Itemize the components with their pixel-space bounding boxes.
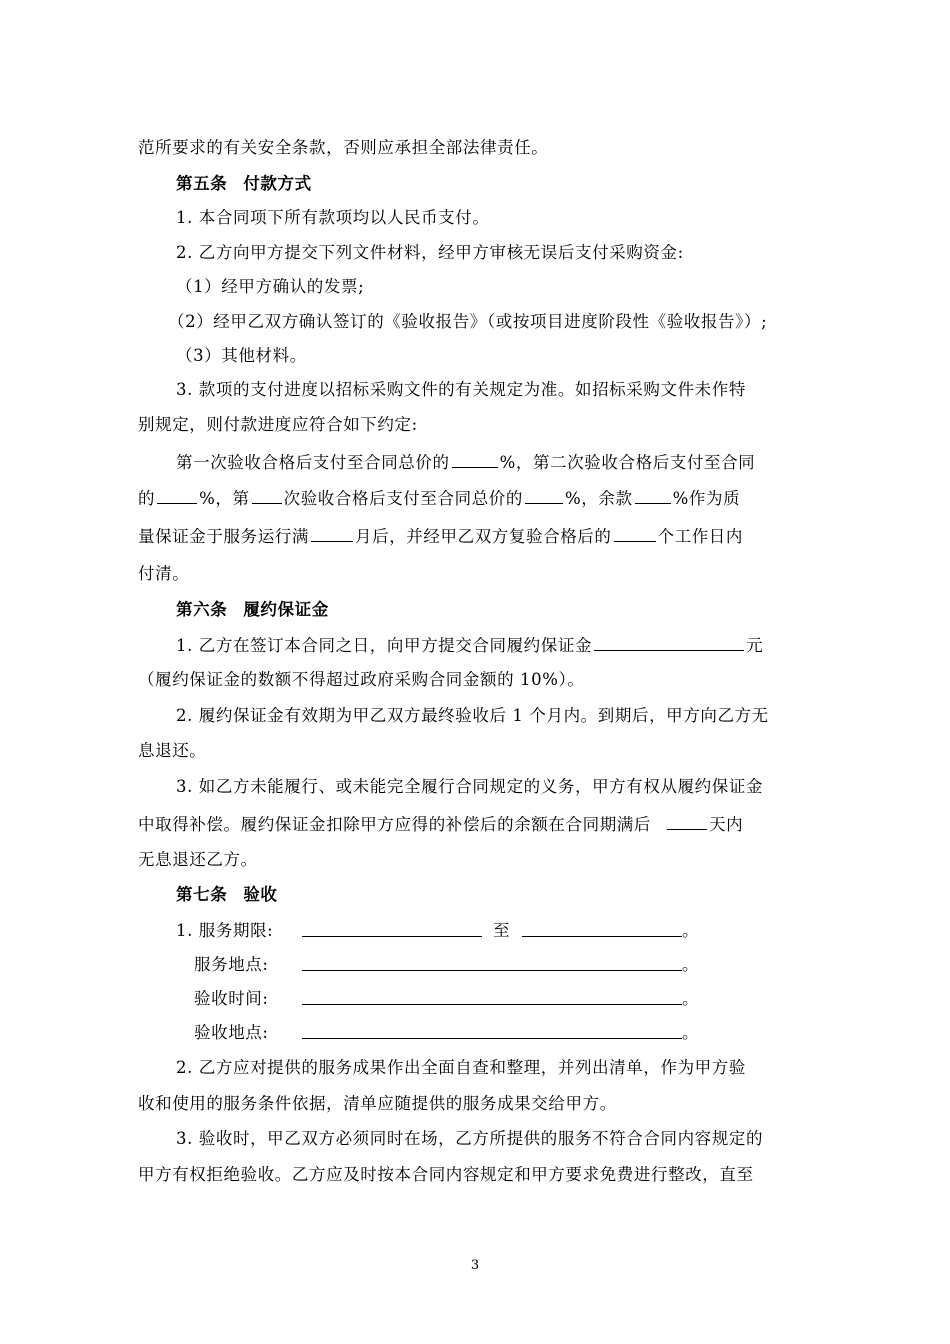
fill-blank[interactable] (635, 488, 671, 504)
text-segment: %作为质 (672, 489, 741, 508)
text-segment: 月后，并经甲乙双方复验合格后的 (355, 527, 612, 546)
paragraph-line: （履约保证金的数额不得超过政府采购合同金额的 10%）。 (138, 670, 585, 689)
fill-blank[interactable] (311, 526, 353, 542)
text-segment: 。 (682, 921, 700, 940)
paragraph-line: 甲方有权拒绝验收。乙方应及时按本合同内容规定和甲方要求免费进行整改，直至 (138, 1165, 754, 1184)
paragraph-line: 收和使用的服务条件依据，清单应随提供的服务成果交给甲方。 (138, 1094, 617, 1113)
paragraph-line: 别规定，则付款进度应符合如下约定: (138, 415, 418, 434)
paragraph-line: 2. 乙方向甲方提交下列文件材料，经甲方审核无误后支付采购资金: (176, 243, 684, 262)
text-segment: 中取得补偿。履约保证金扣除甲方应得的补偿后的余额在合同期满后 (138, 815, 651, 834)
section-title: 履约保证金 (243, 600, 329, 619)
text-segment: 天内 (709, 815, 744, 834)
paragraph-line (176, 452, 755, 473)
text-segment: 第一次验收合格后支付至合同总价的 (176, 453, 450, 472)
text-segment: 。 (682, 1023, 700, 1042)
text-segment: %，第 (199, 489, 250, 508)
fill-blank[interactable] (452, 452, 498, 468)
text-segment: 次验收合格后支付至合同总价的 (283, 489, 523, 508)
text-segment: 元 (746, 636, 764, 655)
page-number: 3 (470, 1258, 480, 1273)
paragraph-line: 息退还。 (138, 741, 207, 760)
acceptance-location-label: 验收地点: (194, 1023, 269, 1042)
fill-blank[interactable] (252, 488, 282, 504)
paragraph-line: 2. 乙方应对提供的服务成果作出全面自查和整理，并列出清单，作为甲方验 (176, 1058, 746, 1077)
text-segment: %，第二次验收合格后支付至合同 (499, 453, 756, 472)
fill-blank[interactable] (614, 526, 656, 542)
paragraph-line (138, 526, 743, 547)
paragraph-line (176, 635, 763, 656)
paragraph-line: 范所要求的有关安全条款，否则应承担全部法律责任。 (138, 138, 549, 157)
paragraph-line: 3. 如乙方未能履行、或未能完全履行合同规定的义务，甲方有权从履约保证金 (176, 777, 764, 796)
acceptance-location-blank[interactable] (302, 1023, 682, 1039)
section-number: 第五条 (176, 174, 228, 193)
section-title: 付款方式 (243, 174, 312, 193)
section-title: 验收 (243, 885, 278, 904)
text-segment: 个工作日内 (657, 527, 743, 546)
acceptance-time-label: 验收时间: (194, 989, 269, 1008)
paragraph-line (138, 814, 743, 835)
service-location-blank[interactable] (302, 955, 682, 971)
service-period-line (176, 921, 273, 941)
section-heading-5 (176, 174, 312, 194)
list-item: （2）经甲乙双方确认签订的《验收报告》（或按项目进度阶段性《验收报告》）; (168, 312, 768, 331)
paragraph-line: 1. 本合同项下所有款项均以人民币支付。 (176, 208, 490, 227)
fill-blank[interactable] (525, 488, 563, 504)
section-heading-7 (176, 885, 278, 905)
section-number: 第六条 (176, 600, 228, 619)
paragraph-line: 付清。 (138, 564, 190, 583)
text-segment: 至 (493, 921, 511, 940)
section-heading-6 (176, 600, 329, 620)
text-segment: 。 (682, 989, 700, 1008)
service-location-label: 服务地点: (194, 955, 269, 974)
list-item: （1）经甲方确认的发票; (176, 277, 365, 296)
paragraph-line: 无息退还乙方。 (138, 850, 258, 869)
service-period-start-blank[interactable] (302, 921, 482, 937)
fill-blank[interactable] (594, 635, 744, 651)
text-segment: 1. 乙方在签订本合同之日，向甲方提交合同履约保证金 (176, 636, 593, 655)
field-label: 1. 服务期限: (176, 921, 274, 940)
text-segment: %，余款 (565, 489, 633, 508)
service-period-end-blank[interactable] (522, 921, 682, 937)
acceptance-time-blank[interactable] (302, 989, 682, 1005)
paragraph-line (138, 488, 740, 509)
paragraph-line: 3. 款项的支付进度以招标采购文件的有关规定为准。如招标采购文件未作特 (176, 380, 746, 399)
text-segment: 的 (138, 489, 156, 508)
list-item: （3）其他材料。 (176, 346, 307, 365)
section-number: 第七条 (176, 885, 228, 904)
text-segment: 量保证金于服务运行满 (138, 527, 309, 546)
paragraph-line: 2. 履约保证金有效期为甲乙双方最终验收后 1 个月内。到期后，甲方向乙方无 (176, 706, 769, 725)
paragraph-line: 3. 验收时，甲乙双方必须同时在场，乙方所提供的服务不符合合同内容规定的 (176, 1129, 764, 1148)
fill-blank[interactable] (157, 488, 197, 504)
fill-blank[interactable] (667, 814, 707, 830)
text-segment: 。 (682, 955, 700, 974)
